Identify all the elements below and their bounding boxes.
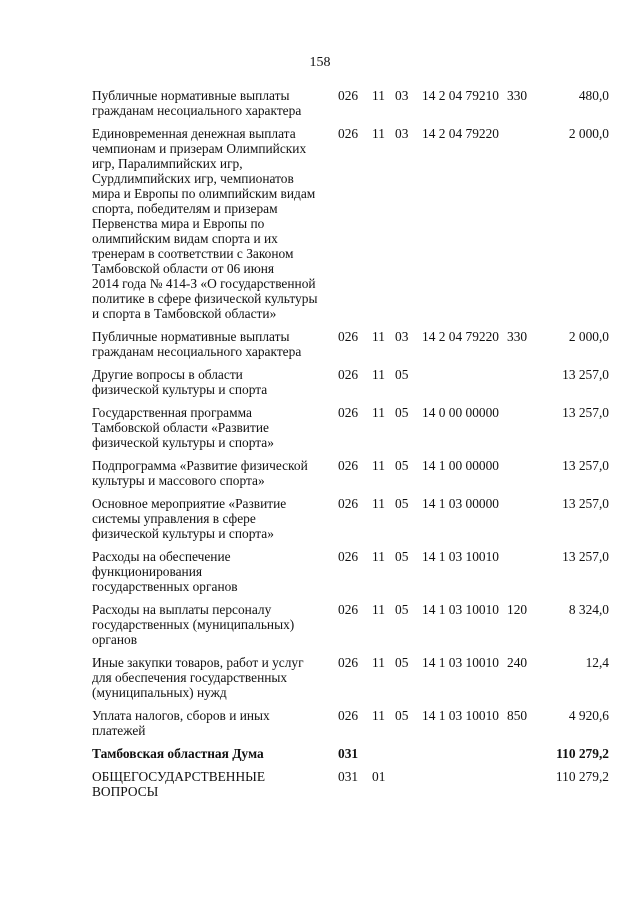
amount: 13 257,0 <box>562 496 609 511</box>
amount: 2 000,0 <box>568 329 609 344</box>
department-code: 026 <box>338 126 359 141</box>
subsection-code: 05 <box>395 602 409 617</box>
target-article-code: 14 2 04 79220 <box>422 329 499 344</box>
table-row <box>92 126 617 321</box>
row-name: Единовременная денежная выплата чемпионам и призерам Олимпийских игр, Паралимпийских игр, Сурдлимпийских игр, чемпионатов мира и Европы по олимпийским видам спорта, победителям и призерам Первенства мира и Европы по олимпийским видам спорта и их тренерам в соответствии с Законом Тамбовской области от 06 июня 2014 года № 414-З «О государственной политике в сфере физической культуры и спорта в Тамбовской области» <box>92 126 318 321</box>
table-row <box>92 458 617 488</box>
subsection-code: 05 <box>395 458 409 473</box>
target-article-code: 14 1 03 10010 <box>422 549 499 564</box>
table-row <box>92 549 617 594</box>
row-name: ОБЩЕГОСУДАРСТВЕННЫЕ ВОПРОСЫ <box>92 769 266 799</box>
section-code: 11 <box>372 88 385 103</box>
department-code: 026 <box>338 708 359 723</box>
row-name: Расходы на обеспечение функционирования государственных органов <box>92 549 238 594</box>
row-name: Публичные нормативные выплаты гражданам несоциального характера <box>92 88 302 118</box>
department-code: 026 <box>338 655 359 670</box>
section-code: 11 <box>372 602 385 617</box>
table-row <box>92 405 617 450</box>
target-article-code: 14 1 03 00000 <box>422 496 499 511</box>
table-row <box>92 708 617 738</box>
amount: 13 257,0 <box>562 549 609 564</box>
expense-type-code: 850 <box>507 708 528 723</box>
row-name: Тамбовская областная Дума <box>92 746 264 761</box>
department-code: 026 <box>338 496 359 511</box>
row-name: Другие вопросы в области физической культуры и спорта <box>92 367 268 397</box>
department-code: 026 <box>338 367 359 382</box>
amount: 2 000,0 <box>568 126 609 141</box>
amount: 480,0 <box>578 88 609 103</box>
expense-type-code: 120 <box>507 602 528 617</box>
section-code: 11 <box>372 708 385 723</box>
amount: 110 279,2 <box>556 746 609 761</box>
row-name: Подпрограмма «Развитие физической культуры и массового спорта» <box>92 458 308 488</box>
subsection-code: 05 <box>395 708 409 723</box>
subsection-code: 05 <box>395 367 409 382</box>
section-code: 11 <box>372 549 385 564</box>
amount: 8 324,0 <box>568 602 609 617</box>
department-code: 026 <box>338 458 359 473</box>
department-code: 026 <box>338 602 359 617</box>
table-row <box>92 746 617 761</box>
subsection-code: 03 <box>395 126 409 141</box>
target-article-code: 14 0 00 00000 <box>422 405 499 420</box>
section-code: 01 <box>372 769 386 784</box>
section-code: 11 <box>372 126 385 141</box>
section-code: 11 <box>372 367 385 382</box>
department-code: 026 <box>338 549 359 564</box>
section-code: 11 <box>372 405 385 420</box>
table-row <box>92 367 617 397</box>
subsection-code: 03 <box>395 329 409 344</box>
subsection-code: 05 <box>395 405 409 420</box>
subsection-code: 05 <box>395 655 409 670</box>
target-article-code: 14 1 03 10010 <box>422 602 499 617</box>
target-article-code: 14 1 03 10010 <box>422 708 499 723</box>
budget-table <box>92 88 617 807</box>
target-article-code: 14 1 03 10010 <box>422 655 499 670</box>
amount: 13 257,0 <box>562 458 609 473</box>
section-code: 11 <box>372 496 385 511</box>
target-article-code: 14 1 00 00000 <box>422 458 499 473</box>
department-code: 031 <box>338 769 359 784</box>
table-row <box>92 88 617 118</box>
department-code: 031 <box>338 746 359 761</box>
subsection-code: 03 <box>395 88 409 103</box>
table-row <box>92 602 617 647</box>
section-code: 11 <box>372 655 385 670</box>
row-name: Основное мероприятие «Развитие системы управления в сфере физической культуры и спорта» <box>92 496 287 541</box>
row-name: Расходы на выплаты персоналу государственных (муниципальных) органов <box>92 602 295 647</box>
table-row <box>92 329 617 359</box>
amount: 12,4 <box>585 655 609 670</box>
expense-type-code: 330 <box>507 88 528 103</box>
section-code: 11 <box>372 458 385 473</box>
department-code: 026 <box>338 405 359 420</box>
amount: 4 920,6 <box>568 708 609 723</box>
row-name: Иные закупки товаров, работ и услуг для обеспечения государственных (муниципальных) нужд <box>92 655 304 700</box>
table-row <box>92 769 617 799</box>
subsection-code: 05 <box>395 496 409 511</box>
subsection-code: 05 <box>395 549 409 564</box>
target-article-code: 14 2 04 79210 <box>422 88 499 103</box>
table-row <box>92 496 617 541</box>
department-code: 026 <box>338 329 359 344</box>
row-name: Публичные нормативные выплаты гражданам несоциального характера <box>92 329 302 359</box>
row-name: Государственная программа Тамбовской области «Развитие физической культуры и спорта» <box>92 405 274 450</box>
department-code: 026 <box>338 88 359 103</box>
amount: 13 257,0 <box>562 367 609 382</box>
target-article-code: 14 2 04 79220 <box>422 126 499 141</box>
expense-type-code: 240 <box>507 655 528 670</box>
amount: 110 279,2 <box>555 769 609 784</box>
table-row <box>92 655 617 700</box>
section-code: 11 <box>372 329 385 344</box>
row-name: Уплата налогов, сборов и иных платежей <box>92 708 270 738</box>
expense-type-code: 330 <box>507 329 528 344</box>
page-number: 158 <box>309 55 331 70</box>
amount: 13 257,0 <box>562 405 609 420</box>
